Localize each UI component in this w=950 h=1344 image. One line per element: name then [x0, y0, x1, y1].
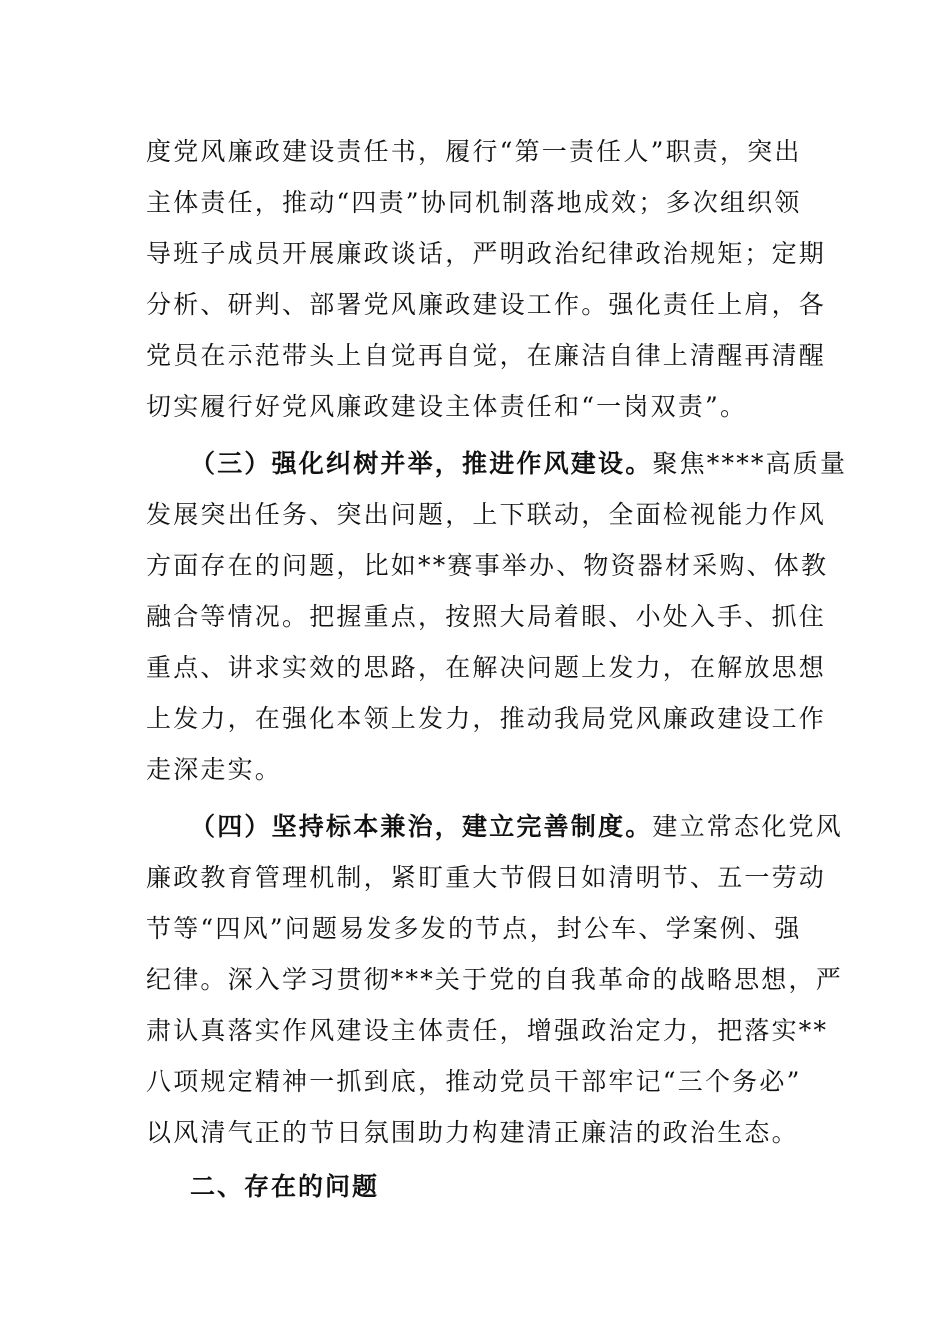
paragraph-line: 方面存在的问题，比如**赛事举办、物资器材采购、体教	[146, 551, 829, 580]
section-two-heading: 二、存在的问题	[190, 1172, 380, 1201]
paragraph-line: 党员在示范带头上自觉再自觉，在廉洁自律上清醒再清醒	[146, 341, 827, 370]
paragraph-line: 八项规定精神一抓到底，推动党员干部牢记“三个务必”	[146, 1067, 802, 1096]
section-3-first-line	[190, 447, 848, 481]
section-4-heading: （四）坚持标本兼治，建立完善制度。	[190, 812, 653, 841]
paragraph-line: 主体责任，推动“四责”协同机制落地成效；多次组织领	[146, 188, 802, 217]
section-4-first-rest: 建立常态化党风	[652, 812, 843, 841]
paragraph-line: 融合等情况。把握重点，按照大局着眼、小处入手、抓住	[146, 602, 827, 631]
section-3-first-rest: 聚焦****高质量	[652, 449, 848, 478]
paragraph-line: 走深走实。	[146, 755, 283, 784]
section-4-first-line	[190, 810, 843, 844]
paragraph-line: 廉政教育管理机制，紧盯重大节假日如清明节、五一劳动	[146, 863, 827, 892]
paragraph-line: 以风清气正的节日氛围助力构建清正廉洁的政治生态。	[146, 1118, 799, 1147]
paragraph-line: 度党风廉政建设责任书，履行“第一责任人”职责，突出	[146, 137, 802, 166]
paragraph-line: 切实履行好党风廉政建设主体责任和“一岗双责”。	[146, 392, 748, 421]
section-3-heading: （三）强化纠树并举，推进作风建设。	[190, 449, 653, 478]
paragraph-line: 肃认真落实作风建设主体责任，增强政治定力，把落实**	[146, 1016, 829, 1045]
paragraph-line: 节等“四风”问题易发多发的节点，封公车、学案例、强	[146, 914, 802, 943]
paragraph-line: 纪律。深入学习贯彻***关于党的自我革命的战略思想，严	[146, 965, 843, 994]
paragraph-line: 发展突出任务、突出问题，上下联动，全面检视能力作风	[146, 500, 827, 529]
paragraph-line: 上发力，在强化本领上发力，推动我局党风廉政建设工作	[146, 704, 827, 733]
paragraph-line: 导班子成员开展廉政谈话，严明政治纪律政治规矩；定期	[146, 239, 827, 268]
paragraph-line: 分析、研判、部署党风廉政建设工作。强化责任上肩，各	[146, 290, 827, 319]
paragraph-line: 重点、讲求实效的思路，在解决问题上发力，在解放思想	[146, 653, 827, 682]
